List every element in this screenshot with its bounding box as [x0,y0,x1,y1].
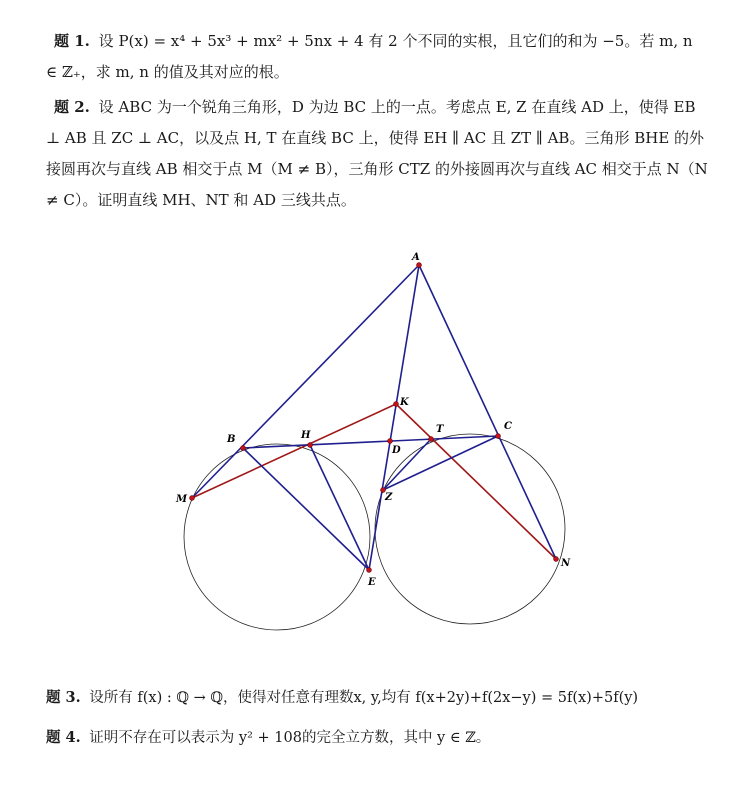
label-b: B [227,434,236,445]
line-an [419,265,556,559]
label-c: C [504,421,512,432]
point-k [394,402,399,407]
label-d: D [392,445,401,456]
blue-lines [192,265,556,570]
problem-1-text: 设 P(x) = x⁴ + 5x³ + mx² + 5nx + 4 有 2 个不同的实根，且它们的和为 −5。若 m, n ∈ ℤ₊，求 m, n 的值及其对应的根。 [46,32,693,81]
problem-4-label: 题 4. [46,729,81,746]
point-e [367,568,372,573]
line-mk [192,404,396,498]
line-zt [383,439,431,490]
label-h: H [301,430,311,441]
circumcircle-ctz [375,434,565,624]
point-a [417,263,422,268]
point-c [496,434,501,439]
label-n: N [561,558,571,569]
label-z: Z [385,492,393,503]
circumcircle-bhe [184,444,370,630]
line-he [310,445,369,570]
line-ae [369,265,419,570]
problem-2-label: 题 2. [54,98,90,116]
label-e: E [368,577,376,588]
problem-1-label: 题 1. [54,32,90,50]
point-h [308,443,313,448]
problem-1 [46,26,708,88]
geometry-figure [0,230,748,650]
problem-3-text: 设所有 f(x) : ℚ → ℚ，使得对任意有理数x, y,均有 f(x+2y)+f(2x−y) = 5f(x)+5f(y) [89,690,639,706]
label-k: K [400,397,409,408]
point-d [388,439,393,444]
point-m [190,496,195,501]
line-bc [243,436,498,448]
point-t [429,437,434,442]
points [190,263,559,573]
line-ma [192,265,419,498]
problem-3-label: 题 3. [46,689,81,706]
point-n [554,557,559,562]
line-be [243,448,369,570]
label-m: M [176,494,188,505]
label-t: T [436,424,444,435]
label-a: A [412,252,420,263]
point-b [241,446,246,451]
line-kn [396,404,556,559]
problem-2-text: 设 ABC 为一个锐角三角形，D 为边 BC 上的一点。考虑点 E, Z 在直线 AD 上，使得 EB ⊥ AB 且 ZC ⊥ AC，以及点 H, T 在直线 BC 上，使得 EH ∥ AC 且 ZT ∥ AB。三角形 BHE 的外接圆再次与直线 AB 相交于点 M（M ≠ B），三角形 CTZ 的外接圆再次与直线 AC 相交于点 N（N ≠ C）。证明直线 MH、NT 和 AD 三线共点。 [46,98,708,209]
problem-3 [46,682,708,714]
problem-4-text: 证明不存在可以表示为 y² + 108的完全立方数，其中 y ∈ ℤ。 [89,730,491,746]
problem-2 [46,92,708,216]
problem-4 [46,722,708,754]
